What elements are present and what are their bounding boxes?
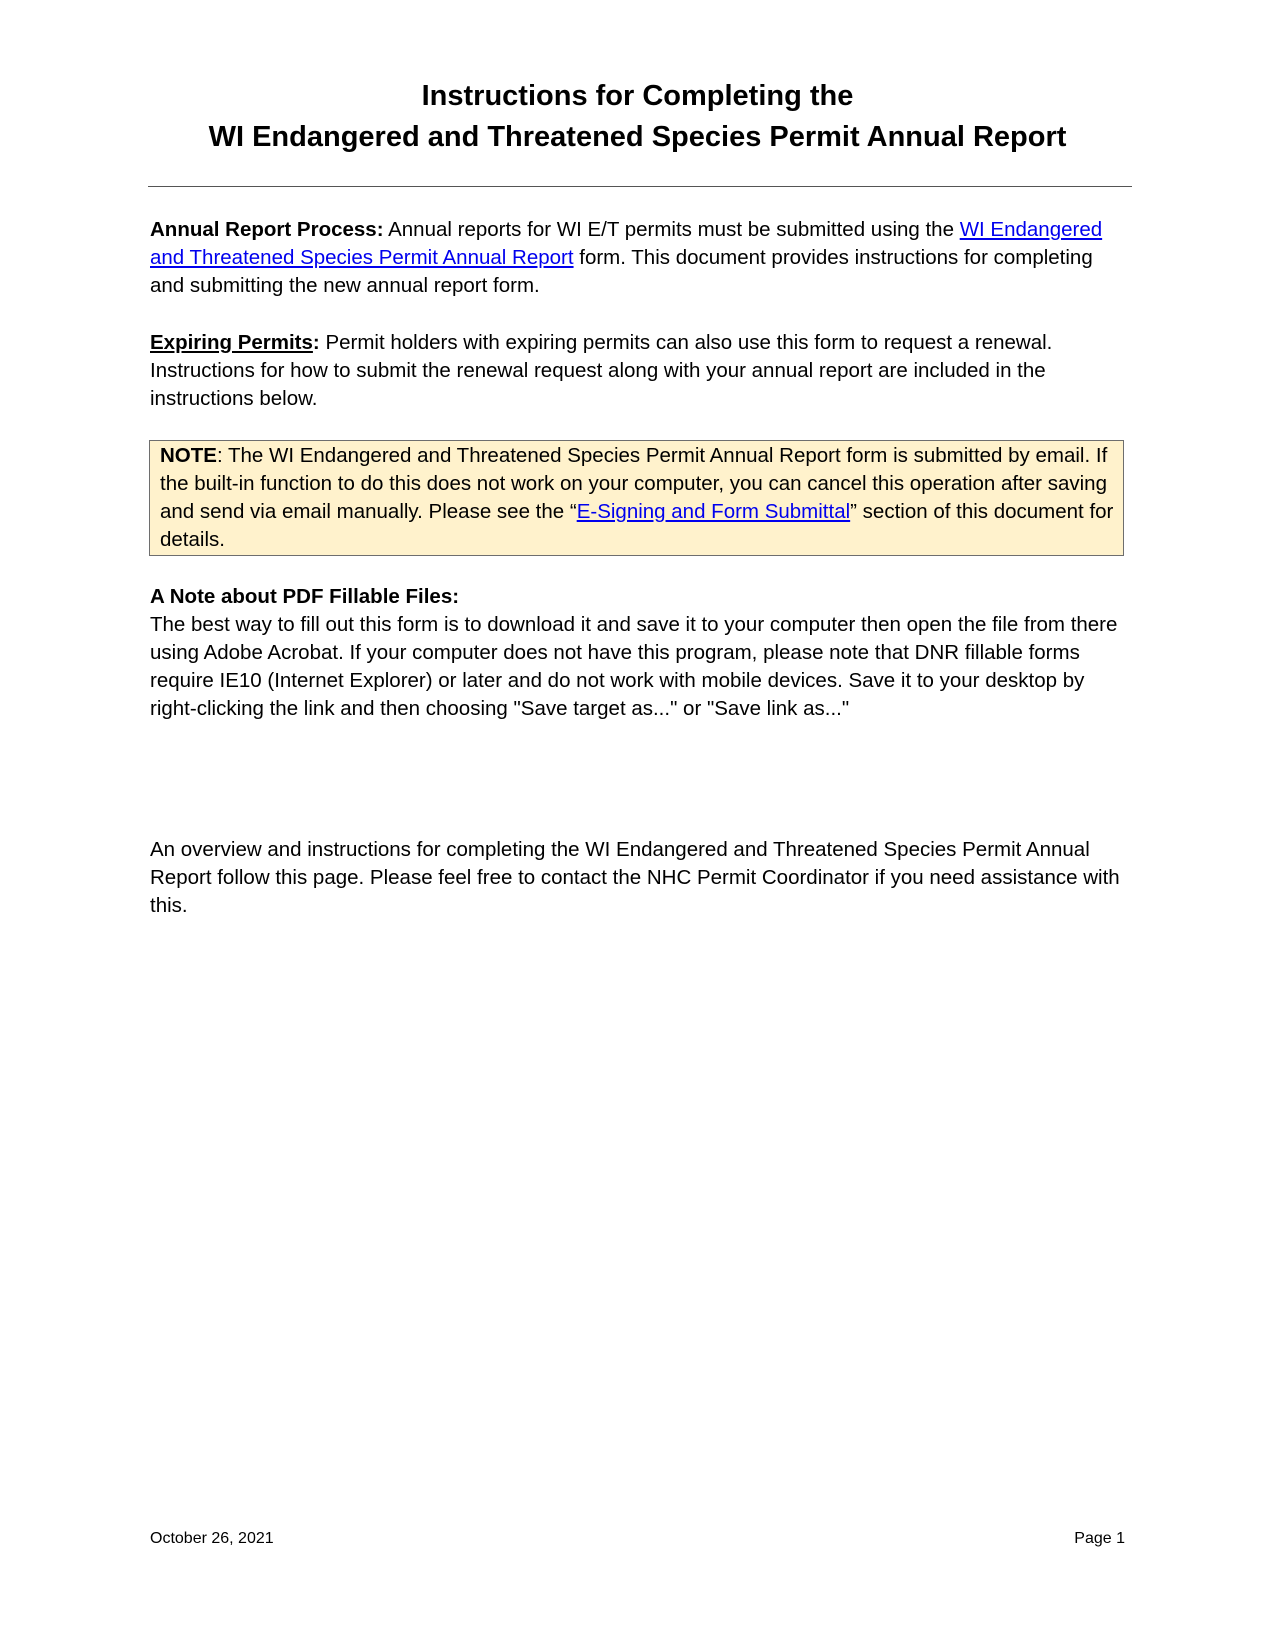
pdf-note-heading: A Note about PDF Fillable Files: <box>150 585 460 608</box>
page-title-line-1: Instructions for Completing the <box>421 80 854 112</box>
note-text-after-link: ” section of this document for details. <box>160 500 1114 551</box>
expiring-permits-paragraph <box>150 329 1130 413</box>
expiring-permits-text: Permit holders with expiring permits can also use this form to request a renewal. Instructions for how to submit the renewal request along with your annual report are included in the instructions below. <box>150 331 1053 410</box>
expiring-permits-colon: : <box>312 331 320 354</box>
annual-report-label: Annual Report Process: <box>150 218 384 241</box>
footer-date: October 26, 2021 <box>150 1530 274 1547</box>
expiring-permits-label: Expiring Permits <box>150 331 313 354</box>
pdf-note-paragraph: The best way to fill out this form is to download it and save it to your computer then open the file from there using Adobe Acrobat. If your computer does not have this program, please note that DNR fillable forms require IE10 (Internet Explorer) or later and do not work with mobile devices. Save it to your desktop by right-clicking the link and then choosing "Save target as..." or "Save link as..." <box>150 613 1118 720</box>
footer-page-number: Page 1 <box>1074 1530 1125 1547</box>
note-box <box>149 440 1124 556</box>
annual-report-text-before-link: Annual reports for WI E/T permits must be submitted using the <box>383 218 960 241</box>
page-title <box>150 76 1125 158</box>
note-label: NOTE <box>160 444 217 467</box>
overview-paragraph: An overview and instructions for completing the WI Endangered and Threatened Species Permit Annual Report follow this page. Please feel free to contact the NHC Permit Coordinator if you need assistance with this. <box>150 838 1120 917</box>
annual-report-form-link[interactable]: WI Endangered and Threatened Species Permit Annual Report <box>150 218 1103 269</box>
title-divider <box>148 186 1132 187</box>
note-text-before-link: : The WI Endangered and Threatened Species Permit Annual Report form is submitted by email. If the built-in function to do this does not work on your computer, you can cancel this operation after saving and send via email manually. Please see the “ <box>160 444 1108 523</box>
annual-report-text-after-link: form. This document provides instructions for completing and submitting the new annual report form. <box>150 246 1093 297</box>
annual-report-paragraph <box>150 216 1130 300</box>
e-signing-section-link[interactable]: E-Signing and Form Submittal <box>576 500 851 523</box>
page-title-line-2: WI Endangered and Threatened Species Permit Annual Report <box>208 121 1067 153</box>
